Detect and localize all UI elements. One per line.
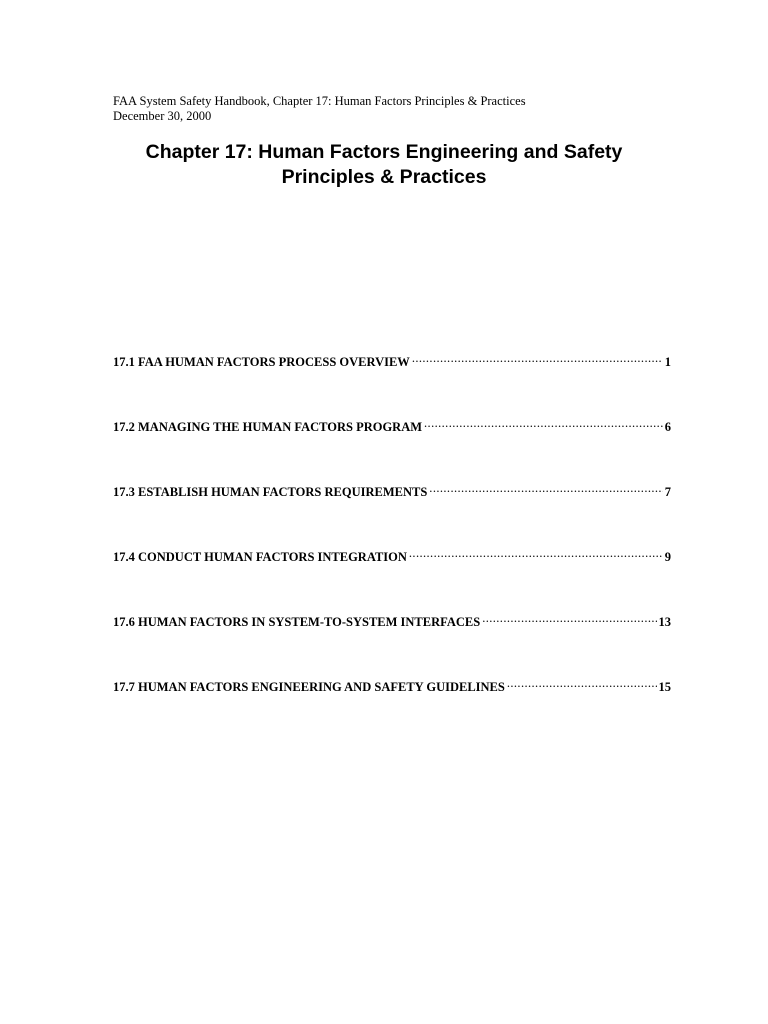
toc-entry-17-1[interactable]	[113, 350, 671, 369]
toc-entry-label: 17.1 FAA HUMAN FACTORS PROCESS OVERVIEW	[113, 355, 410, 369]
table-of-contents	[113, 350, 671, 740]
toc-entry-17-4[interactable]	[113, 545, 671, 564]
toc-dot-leader	[412, 350, 663, 366]
header-handbook-title: FAA System Safety Handbook, Chapter 17: Human Factors Principles & Practices	[113, 94, 526, 108]
chapter-title-line-2: Principles & Practices	[281, 166, 487, 188]
toc-page-number: 7	[664, 485, 671, 499]
toc-entry-17-3[interactable]	[113, 480, 671, 499]
toc-entry-17-6[interactable]	[113, 610, 671, 629]
toc-entry-label: 17.4 CONDUCT HUMAN FACTORS INTEGRATION	[113, 550, 407, 564]
toc-page-number: 9	[664, 550, 671, 564]
toc-page-number: 6	[664, 420, 671, 434]
toc-page-number: 13	[658, 615, 671, 629]
toc-dot-leader	[507, 675, 657, 691]
toc-entry-label: 17.6 HUMAN FACTORS IN SYSTEM-TO-SYSTEM INTERFACES	[113, 615, 481, 629]
toc-entry-17-2[interactable]	[113, 415, 671, 434]
toc-page-number: 15	[658, 680, 671, 694]
toc-page-number: 1	[664, 355, 671, 369]
toc-dot-leader	[424, 415, 663, 431]
toc-dot-leader	[409, 545, 663, 561]
toc-dot-leader	[429, 480, 662, 496]
toc-entry-label: 17.2 MANAGING THE HUMAN FACTORS PROGRAM	[113, 420, 423, 434]
header-date: December 30, 2000	[113, 108, 212, 123]
toc-dot-leader	[482, 610, 656, 626]
toc-entry-label: 17.7 HUMAN FACTORS ENGINEERING AND SAFETY GUIDELINES	[113, 680, 505, 694]
toc-entry-label: 17.3 ESTABLISH HUMAN FACTORS REQUIREMENTS	[113, 485, 428, 499]
running-header	[113, 94, 526, 123]
toc-entry-17-7[interactable]	[113, 675, 671, 694]
chapter-title-line-1: Chapter 17: Human Factors Engineering and Safety	[145, 141, 623, 163]
chapter-title	[0, 140, 768, 190]
